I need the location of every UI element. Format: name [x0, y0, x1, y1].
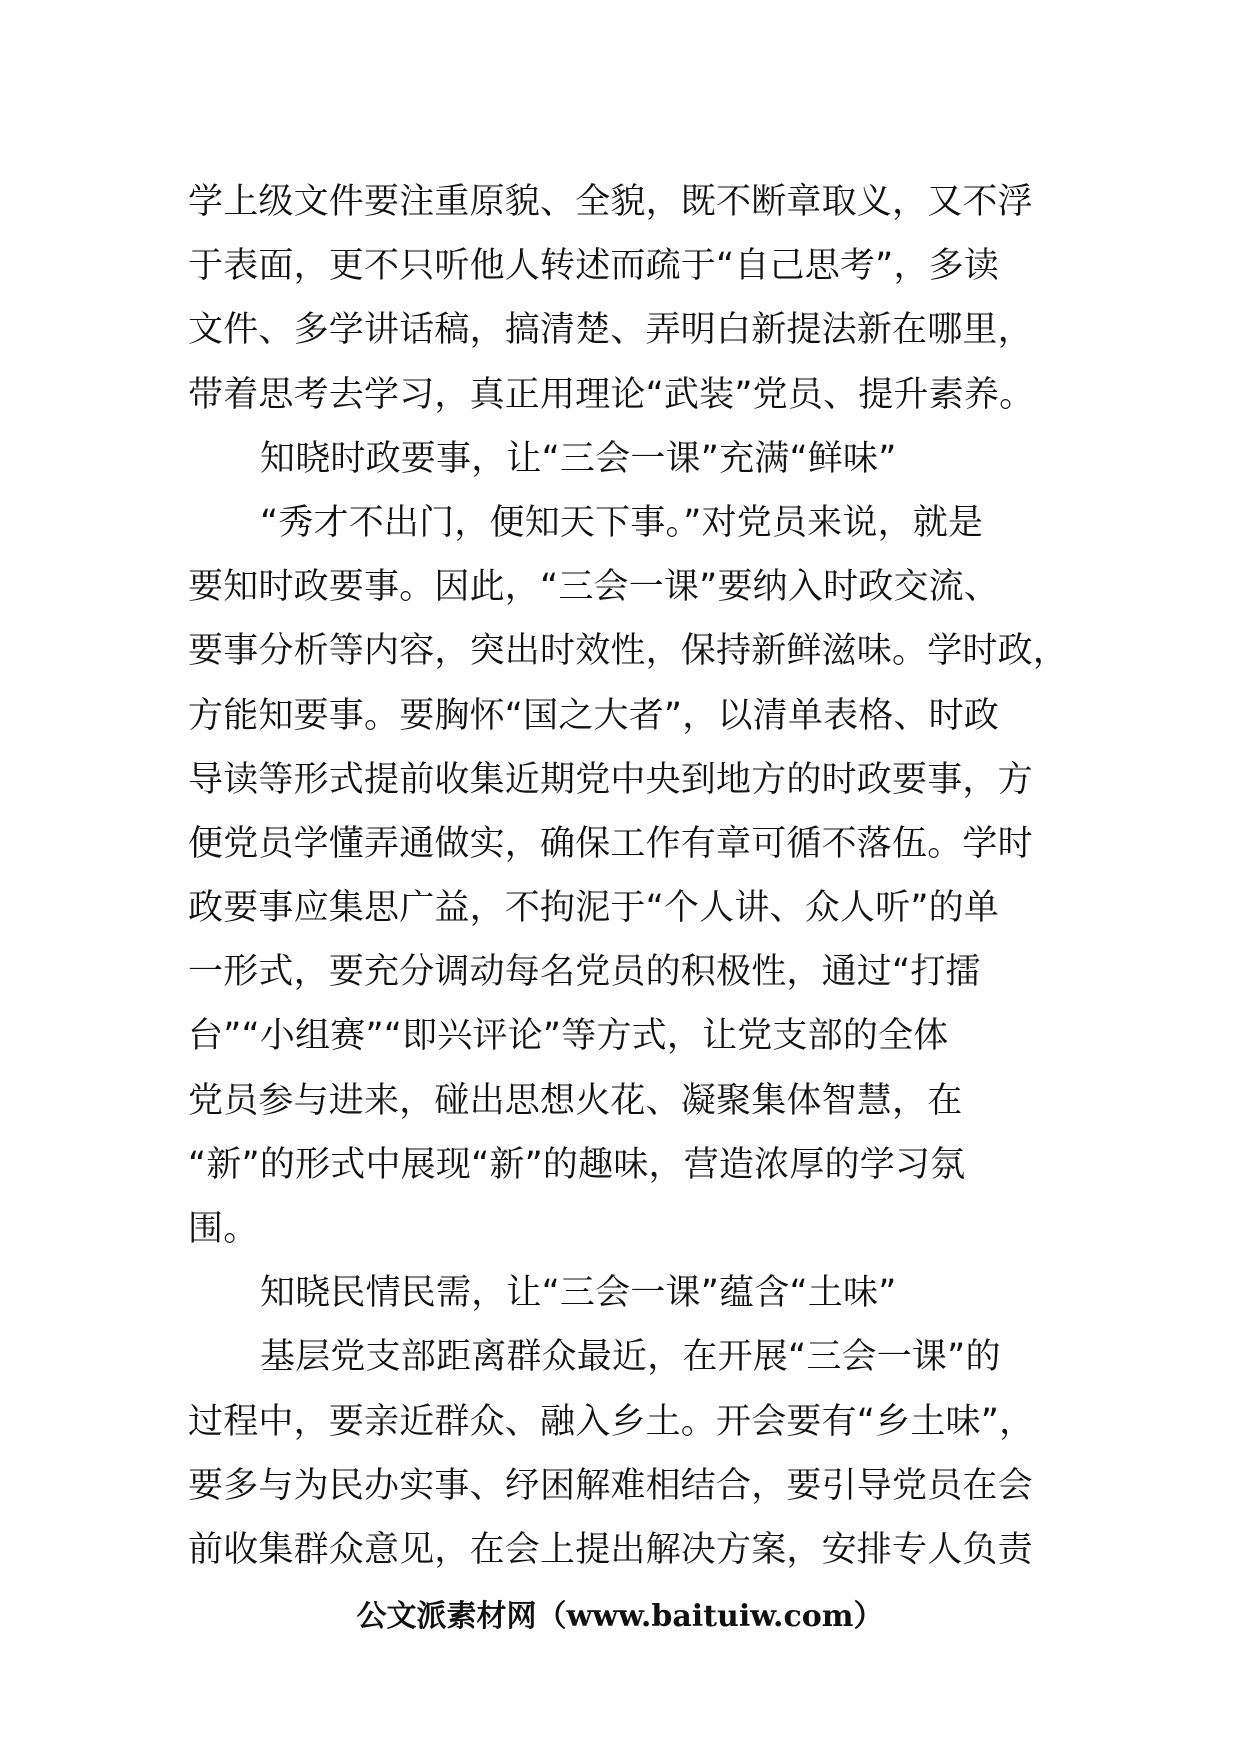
text-line: 政要事应集思广益，不拘泥于“个人讲、众人听”的单: [188, 888, 1000, 929]
text-line: 学上级文件要注重原貌、全貌，既不断章取义，又不浮: [188, 182, 1033, 222]
section-heading: 知晓时政要事，让“三会一课”充满“鲜味”: [260, 438, 897, 479]
text-line: 于表面，更不只听他人转述而疏于“自己思考”，多读: [188, 246, 1000, 287]
text-line: “新”的形式中展现“新”的趣味，营造浓厚的学习氛: [188, 1144, 966, 1185]
text-line: 文件、多学讲话稿，搞清楚、弄明白新提法新在哪里，: [188, 310, 1033, 351]
text-line: 一形式，要充分调动每名党员的积极性，通过“打擂: [188, 952, 981, 993]
text-line: 台”“小组赛”“即兴评论”等方式，让党支部的全体: [188, 1016, 949, 1057]
text-line: 要事分析等内容，突出时效性，保持新鲜滋味。学时政，: [188, 631, 1069, 672]
text-line: 过程中，要亲近群众、融入乡土。开会要有“乡土味”，: [188, 1401, 1035, 1442]
text-line: 前收集群众意见，在会上提出解决方案，安排专人负责: [188, 1529, 1033, 1570]
text-line: 便党员学懂弄通做实，确保工作有章可循不落伍。学时: [188, 823, 1033, 864]
text-line: 带着思考去学习，真正用理论“武装”党员、提升素养。: [188, 374, 1035, 415]
text-line: “秀才不出门，便知天下事。”对党员来说，就是: [260, 502, 984, 543]
footer-watermark: 公文派素材网（www.baituiw.com）: [356, 1599, 884, 1634]
text-line: 要多与为民办实事、纾困解难相结合，要引导党员在会: [188, 1465, 1033, 1506]
text-line: 党员参与进来，碰出思想火花、凝聚集体智慧，在: [188, 1080, 963, 1121]
text-line: 要知时政要事。因此，“三会一课”要纳入时政交流、: [188, 567, 1000, 608]
text-line: 围。: [188, 1209, 259, 1249]
text-line: 导读等形式提前收集近期党中央到地方的时政要事，方: [188, 759, 1033, 800]
document-body: [188, 170, 1088, 1582]
section-heading: 知晓民情民需，让“三会一课”蕴含“土味”: [260, 1273, 897, 1314]
text-line: 方能知要事。要胸怀“国之大者”，以清单表格、时政: [188, 695, 1000, 736]
text-line: 基层党支部距离群众最近，在开展“三会一课”的: [260, 1337, 1001, 1378]
